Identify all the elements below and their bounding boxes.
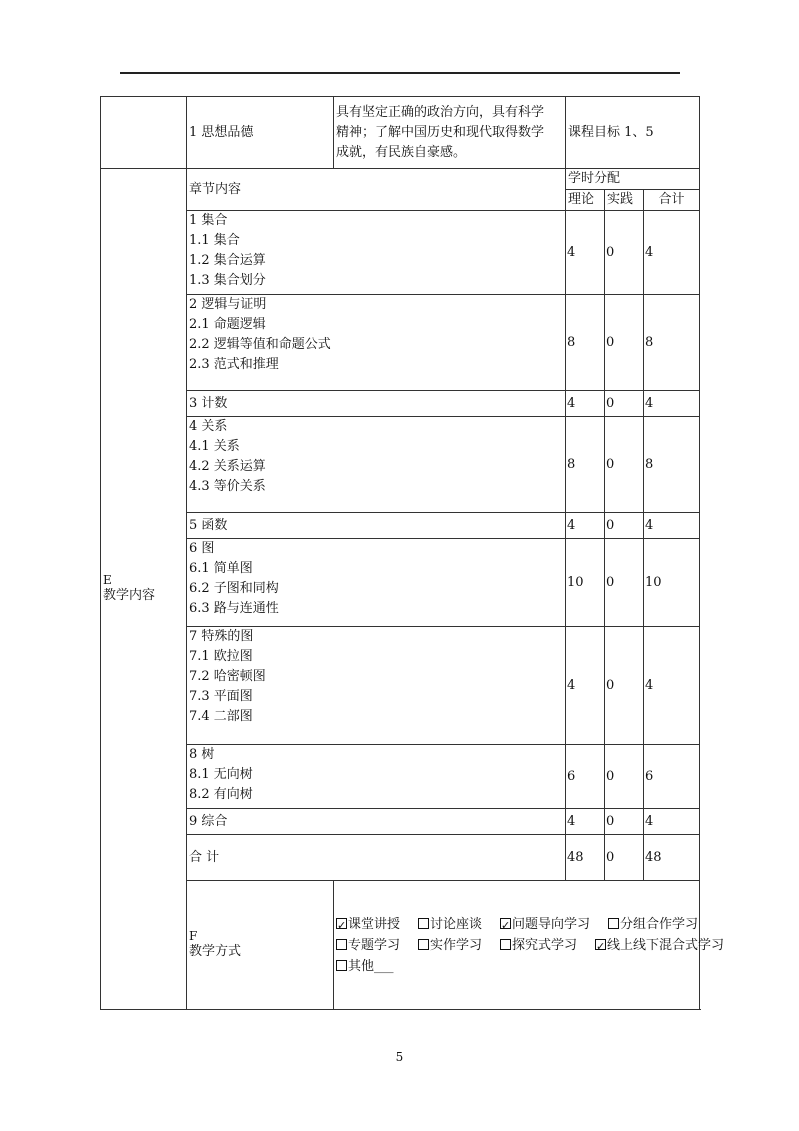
chapter-practice-hours [605,745,644,809]
page-number: 5 [395,1050,404,1064]
chapter-practice-hours [605,391,644,417]
total-header-text: 合计 [658,192,685,207]
chapter-line: 7.1 欧拉图 [189,649,253,664]
ideology-label-text: 1 思想品德 [189,124,254,140]
chapter-line: 7.2 哈密顿图 [189,669,266,684]
hours-value: 4 [645,813,654,829]
chapter-row [101,809,700,835]
chapter-line: 2 逻辑与证明 [189,297,267,312]
method-option[interactable] [336,914,400,935]
chapter-total-hours [644,513,700,539]
hours-value: 4 [645,395,654,411]
chapter-row [101,627,700,745]
chapter-total-hours [644,211,700,295]
chapter-row [101,539,700,627]
chapter-practice-hours [605,539,644,627]
method-option-label: 探究式学习 [512,937,578,953]
chapter-line: 4.1 关系 [189,439,240,454]
chapter-theory-hours [566,539,605,627]
theory-header-text: 理论 [568,192,595,207]
hours-value: 0 [606,677,615,693]
hours-value: 8 [567,334,576,350]
sum-practice-hours [605,835,644,881]
ideology-description [334,97,566,169]
sum-label [187,835,566,881]
chapter-line: 4 关系 [189,419,228,434]
hours-value: 8 [645,456,654,472]
hours-value: 48 [567,849,584,865]
chapter-row [101,513,700,539]
chapter-line: 9 综合 [189,813,228,829]
chapter-theory-hours [566,809,605,835]
chapter-content [187,627,566,745]
hours-value: 4 [645,517,654,533]
hours-value: 0 [606,456,615,472]
unchecked-box-icon[interactable] [608,918,619,929]
hours-value: 4 [567,244,576,260]
content-header-row [101,169,700,190]
chapter-total-hours [644,391,700,417]
chapter-theory-hours [566,417,605,513]
method-option-label: 问题导向学习 [512,916,591,932]
hours-value: 6 [645,768,654,784]
unchecked-box-icon[interactable] [418,939,429,950]
chapter-line: 6.3 路与连通性 [189,601,279,616]
chapter-theory-hours [566,211,605,295]
chapter-practice-hours [605,513,644,539]
methods-option-row [336,956,697,977]
section-e-name: 教学内容 [103,588,156,603]
chapter-line: 8 树 [189,747,215,762]
hours-value: 4 [567,677,576,693]
chapter-content [187,513,566,539]
chapter-line: 6.2 子图和同构 [189,581,279,596]
chapter-theory-hours [566,745,605,809]
ideology-desc-line: 精神；了解中国历史和现代取得数学 [336,124,545,140]
chapter-line: 4.3 等价关系 [189,479,266,494]
hours-value: 0 [606,244,615,260]
method-option-label: 其他___ [348,958,394,974]
practice-header [605,190,644,211]
chapter-line: 2.3 范式和推理 [189,357,279,372]
chapter-theory-hours [566,513,605,539]
section-f-name: 教学方式 [189,944,242,959]
methods-option-row [336,935,725,956]
method-option[interactable] [595,935,724,956]
method-option[interactable] [336,935,400,956]
chapter-line: 4.2 关系运算 [189,459,266,474]
chapter-practice-hours [605,809,644,835]
header-rule [120,72,680,74]
method-option[interactable] [500,935,577,956]
chapter-content [187,295,566,391]
chapter-header-text: 章节内容 [189,181,242,197]
method-option-label: 专题学习 [348,937,401,953]
hours-value: 4 [567,813,576,829]
hours-value: 10 [567,574,584,590]
method-option-label: 分组合作学习 [620,916,699,932]
chapter-line: 2.2 逻辑等值和命题公式 [189,337,331,352]
chapter-row [101,391,700,417]
method-option[interactable] [500,914,590,935]
checked-box-icon[interactable] [595,939,606,950]
method-option-label: 线上线下混合式学习 [607,937,725,953]
chapter-line: 7.3 平面图 [189,689,253,704]
ideology-label [187,97,334,169]
chapter-row [101,211,700,295]
chapter-line: 1.2 集合运算 [189,253,266,268]
hours-value: 0 [606,574,615,590]
hours-value: 0 [606,517,615,533]
hours-value: 0 [606,768,615,784]
methods-option-row [336,914,697,935]
chapter-total-hours [644,809,700,835]
syllabus-table [100,96,725,1010]
section-e-label [101,169,187,1010]
sum-label-text: 合 计 [189,849,220,865]
section-f-label [187,881,334,1010]
chapter-line: 8.2 有向树 [189,787,253,802]
checked-box-icon[interactable] [500,918,511,929]
empty-section-cell [101,97,187,169]
chapter-theory-hours [566,391,605,417]
ideology-row [101,97,700,169]
course-goal-text: 课程目标 1、5 [568,124,654,140]
method-option[interactable] [608,914,698,935]
chapter-line: 1 集合 [189,213,228,228]
hours-value: 4 [645,244,654,260]
sum-row [101,835,700,881]
method-option-label: 实作学习 [430,937,483,953]
chapter-content [187,745,566,809]
chapter-line: 3 计数 [189,395,228,411]
hours-value: 4 [567,517,576,533]
unchecked-box-icon[interactable] [336,960,347,971]
sum-total-hours [644,835,700,881]
chapter-practice-hours [605,417,644,513]
chapter-line: 1.1 集合 [189,233,240,248]
chapter-total-hours [644,627,700,745]
hours-value: 0 [606,849,615,865]
chapter-row [101,417,700,513]
unchecked-box-icon[interactable] [418,918,429,929]
chapter-total-hours [644,417,700,513]
method-option[interactable] [418,914,482,935]
chapter-total-hours [644,745,700,809]
method-option-label: 讨论座谈 [430,916,483,932]
checked-box-icon[interactable] [336,918,347,929]
ideology-desc-line: 成就，有民族自豪感。 [336,144,467,160]
course-goal [566,97,700,169]
chapter-line: 6.1 简单图 [189,561,253,576]
chapter-row [101,295,700,391]
hours-value: 0 [606,334,615,350]
chapter-line: 2.1 命题逻辑 [189,317,266,332]
chapter-line: 8.1 无向树 [189,767,253,782]
chapter-practice-hours [605,211,644,295]
hours-value: 4 [645,677,654,693]
unchecked-box-icon[interactable] [336,939,347,950]
section-e-letter: E [103,573,112,587]
chapter-line: 6 图 [189,541,215,556]
chapter-row [101,745,700,809]
hours-value: 8 [567,456,576,472]
chapter-practice-hours [605,627,644,745]
chapter-content [187,417,566,513]
methods-options [334,881,725,1010]
method-option-label: 课堂讲授 [348,916,401,932]
chapter-content [187,391,566,417]
chapter-line: 1.3 集合划分 [189,273,266,288]
chapter-total-hours [644,295,700,391]
method-option[interactable] [336,956,394,977]
hours-value: 8 [645,334,654,350]
methods-row [101,881,700,1010]
chapter-line: 7 特殊的图 [189,629,254,644]
hours-value: 10 [645,574,662,590]
total-header [644,190,700,211]
chapter-line: 5 函数 [189,517,228,533]
sum-theory-hours [566,835,605,881]
hours-value: 0 [606,395,615,411]
chapter-theory-hours [566,627,605,745]
unchecked-box-icon[interactable] [500,939,511,950]
practice-header-text: 实践 [607,192,634,207]
hours-value: 6 [567,768,576,784]
chapter-total-hours [644,539,700,627]
chapter-practice-hours [605,295,644,391]
hours-value: 48 [645,849,662,865]
theory-header [566,190,605,211]
chapter-header [187,169,566,211]
hours-value: 4 [567,395,576,411]
hours-header-text: 学时分配 [568,171,621,186]
chapter-theory-hours [566,295,605,391]
hours-value: 0 [606,813,615,829]
section-f-letter: F [189,929,198,943]
chapter-content [187,809,566,835]
chapter-line: 7.4 二部图 [189,709,253,724]
method-option[interactable] [418,935,482,956]
ideology-desc-line: 具有坚定正确的政治方向，具有科学 [336,104,545,120]
chapter-content [187,211,566,295]
hours-header [566,169,700,190]
chapter-content [187,539,566,627]
